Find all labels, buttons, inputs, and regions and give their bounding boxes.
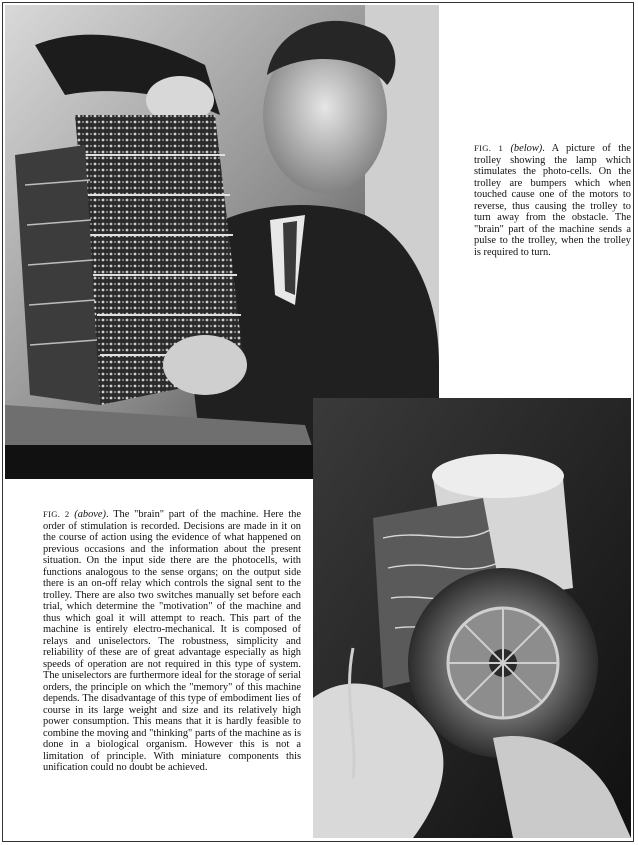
caption-fig-2 — [43, 509, 301, 774]
fig-1-label: FIG. 1 — [474, 143, 504, 153]
photo-trolley-machine — [313, 398, 631, 838]
fig-1-text: . A picture of the trolley showing the lamp which stimulates the photo-cells. On the trolley are bumpers which when touched cause one of the motors to reverse, thus causing the trolley to turn away from the obstacle. The "brain" part of the machine sends a pulse to the trolley, when the trolley is required to turn. — [474, 143, 631, 258]
caption-fig-1 — [474, 143, 631, 258]
fig-2-text: . The "brain" part of the machine. Here the order of stimulation is recorded. Decisions are made in it on the course of action using the evidence of what happened on previous occasions and the information about the present situation. On the input side there are the photocells, with functions analogous to the sense organs; on the output side there is an on-off relay which controls the signal sent to the trolley. There are also two switches manually set before each trial, which determine the "motivation" of the machine and thus which goal it will attempt to reach. This part of the machine is entirely electro-mechanical. It is composed of relays and uniselectors. The robustness, simplicity and reliability of these are of great advantage especially as high speeds of operation are not required in this type of system. The uniselectors are furthermore ideal for the storage of serial orders, the principle on which the "memory" of this machine depends. The disadvantage of this type of embodiment lies of course in its large weight and size and its relatively high power consumption. This means that it is hardly feasible to combine the moving and "thinking" parts of the machine as is done in a biological organism. However this is not a limitation of principle. With miniature components this unification could no doubt be achieved. — [43, 509, 301, 773]
fig-1-ref: (below) — [510, 143, 543, 154]
fig-2-label: FIG. 2 — [43, 509, 70, 519]
fig-2-ref: (above) — [74, 509, 106, 520]
